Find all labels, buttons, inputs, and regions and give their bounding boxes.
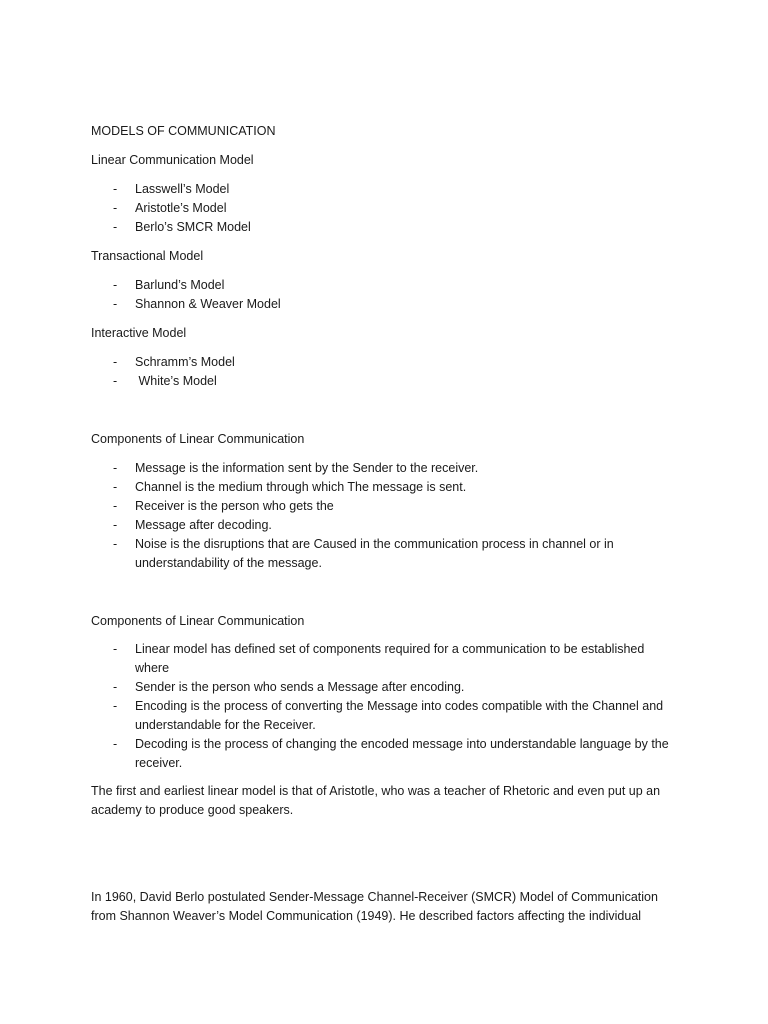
linear-model-list bbox=[91, 180, 681, 237]
interactive-model-list bbox=[91, 353, 681, 391]
transactional-model-list bbox=[91, 276, 681, 314]
components-heading-1: Components of Linear Communication bbox=[91, 432, 305, 446]
list-item: - Shannon & Weaver Model bbox=[91, 295, 681, 314]
list-item: - Linear model has defined set of components required for a communication to be established where bbox=[91, 640, 681, 678]
components-heading-2: Components of Linear Communication bbox=[91, 614, 305, 628]
list-item: - Sender is the person who sends a Message after encoding. bbox=[91, 678, 681, 697]
components-list-2 bbox=[91, 640, 681, 773]
list-item: - Encoding is the process of converting the Message into codes compatible with the Channel and understandable for the Receiver. bbox=[91, 697, 681, 735]
list-item: - Schramm’s Model bbox=[91, 353, 681, 372]
list-item: - Berlo’s SMCR Model bbox=[91, 218, 681, 237]
list-item: - Channel is the medium through which The message is sent. bbox=[91, 478, 681, 497]
list-item: - Decoding is the process of changing the encoded message into understandable language by the receiver. bbox=[91, 735, 681, 773]
list-item: - Noise is the disruptions that are Caused in the communication process in channel or in understandability of the message. bbox=[91, 535, 681, 573]
list-item: - White’s Model bbox=[91, 372, 681, 391]
list-item: - Message is the information sent by the Sender to the receiver. bbox=[91, 459, 681, 478]
section-heading-interactive: Interactive Model bbox=[91, 326, 187, 340]
components-list-1 bbox=[91, 459, 681, 573]
aristotle-paragraph: The first and earliest linear model is that of Aristotle, who was a teacher of Rhetoric and even put up an academy to produce good speakers. bbox=[91, 784, 661, 817]
list-item: - Receiver is the person who gets the bbox=[91, 497, 681, 516]
list-item: - Aristotle’s Model bbox=[91, 199, 681, 218]
document-title: MODELS OF COMMUNICATION bbox=[91, 124, 276, 138]
berlo-paragraph: In 1960, David Berlo postulated Sender-Message Channel-Receiver (SMCR) Model of Communication from Shannon Weaver’s Model Communication (1949). He described factors affecting the individual bbox=[91, 890, 658, 923]
section-heading-linear: Linear Communication Model bbox=[91, 153, 254, 167]
list-item: - Lasswell’s Model bbox=[91, 180, 681, 199]
list-item: - Barlund’s Model bbox=[91, 276, 681, 295]
list-item: - Message after decoding. bbox=[91, 516, 681, 535]
section-heading-transactional: Transactional Model bbox=[91, 249, 204, 263]
